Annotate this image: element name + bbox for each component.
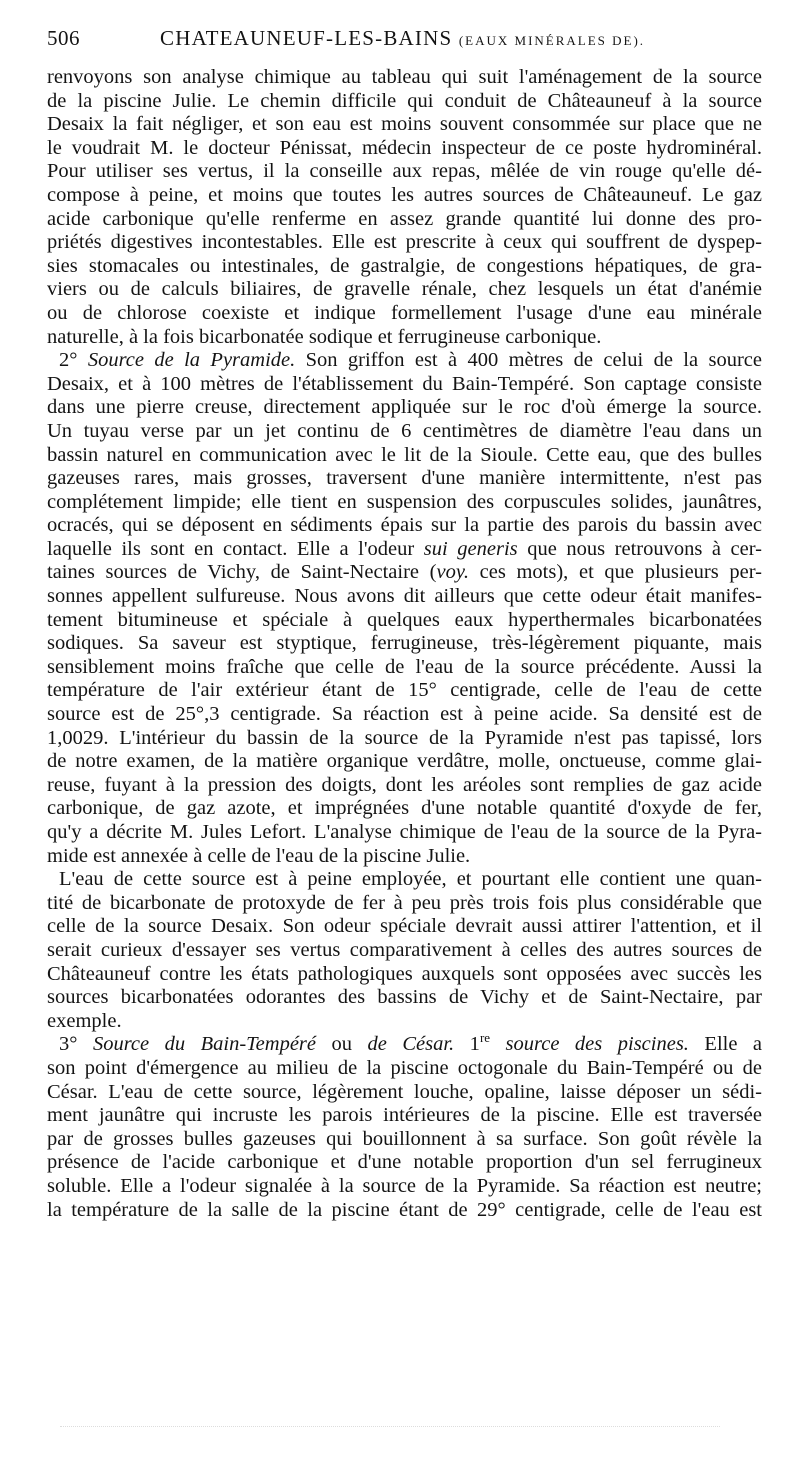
text-segment: Desaix, et à 100 mètres de l'établissement du Bain-Tempéré. Son captage consiste: [47, 372, 762, 395]
text-segment: serait curieux d'essayer ses vertus comparativement à celles des autres sources de: [47, 938, 762, 961]
text-line: [47, 538, 762, 562]
text-line: [47, 939, 762, 963]
text-line: [47, 349, 762, 373]
text-line: [47, 1030, 763, 1057]
text-segment: Desaix la fait négliger, et son eau est moins souvent consommée sur place que ne: [47, 113, 762, 136]
text-line: [47, 656, 762, 680]
text-segment: renvoyons son analyse chimique au tableau qui suit l'aménagement de la source: [47, 66, 762, 88]
text-segment: Pour utiliser ses vertus, il la conseille aux repas, mêlée de vin rouge qu'elle dé-: [47, 160, 762, 183]
text-segment: viers ou de calculs biliaires, de gravelle rénale, chez lesquels un état d'anémie: [47, 278, 762, 301]
text-segment: gazeuses rares, mais grosses, traversent d'une manière intermittente, n'est pas: [47, 467, 762, 490]
text-segment: 2°: [59, 349, 88, 372]
text-segment: que nous retrouvons à cer-: [517, 537, 762, 560]
text-segment: 3°: [59, 1033, 93, 1056]
text-line: [47, 963, 762, 987]
italic-text: source des piscines.: [490, 1033, 689, 1056]
italic-text: voy.: [436, 561, 469, 584]
text-line: [47, 774, 762, 798]
text-segment: soluble. Elle a l'odeur signalée à la source de la Pyramide. Sa réaction est neutre;: [47, 1174, 762, 1197]
text-segment: carbonique, de gaz azote, et imprégnées d'une notable quantité d'oxyde de fer,: [47, 797, 762, 820]
text-line: [47, 632, 762, 656]
text-line: [47, 986, 762, 1010]
text-segment: celle de la source Desaix. Son odeur spéciale devrait aussi attirer l'attention, et il: [47, 915, 762, 938]
text-line: [47, 326, 762, 350]
text-segment: priétés digestives incontestables. Elle est prescrite à ceux qui souffrent de dyspep-: [47, 231, 762, 254]
text-line: [47, 915, 762, 939]
text-line: [47, 302, 762, 326]
text-line: [47, 373, 762, 397]
text-segment: compose à peine, et moins que toutes les autres sources de Châteauneuf. Le gaz: [47, 183, 762, 206]
page-header: [47, 26, 762, 66]
text-segment: sensiblement moins fraîche que celle de l'eau de la source précédente. Aussi la: [47, 655, 762, 678]
text-segment: sodiques. Sa saveur est styptique, ferrugineuse, très-légèrement piquante, mais: [47, 632, 762, 655]
text-line: [47, 585, 762, 609]
text-line: [47, 821, 762, 845]
text-segment: ocracés, qui se déposent en sédiments épais sur la partie des parois du bassin avec: [47, 514, 762, 537]
text-segment: ou de chlorose coexiste et indique formellement l'usage d'une eau minérale: [47, 301, 762, 324]
text-line: [47, 750, 762, 774]
text-segment: Châteauneuf contre les états pathologiques auxquels sont opposées avec succès les: [47, 962, 762, 985]
text-segment: tité de bicarbonate de protoxyde de fer à peu près trois fois plus considérable que: [47, 891, 762, 914]
text-line: [47, 845, 762, 869]
text-segment: exemple.: [47, 1009, 122, 1032]
text-segment: la température de la salle de la piscine étant de 29° centigrade, celle de l'eau est: [47, 1198, 762, 1221]
page-number: 506: [47, 26, 80, 50]
text-segment: son point d'émergence au milieu de la piscine octogonale du Bain-Tempéré ou de: [47, 1056, 762, 1079]
text-line: [47, 1128, 762, 1152]
text-segment: Elle a: [688, 1033, 763, 1056]
text-segment: par de grosses bulles gazeuses qui bouillonnent à sa surface. Son goût révèle la: [47, 1127, 762, 1150]
text-segment: sources bicarbonatées odorantes des bassins de Vichy et de Saint-Nectaire, par: [47, 986, 762, 1009]
text-segment: ou: [316, 1033, 368, 1056]
text-line: [47, 137, 762, 161]
text-segment: source est de 25°,3 centigrade. Sa réaction est à peine acide. Sa densité est de: [47, 703, 762, 726]
text-line: [47, 1151, 762, 1175]
text-segment: L'eau de cette source est à peine employée, et pourtant elle contient une quan-: [59, 868, 762, 891]
text-segment: bassin naturel en communication avec le lit de la Sioule. Cette eau, que des bulles: [47, 443, 762, 466]
text-line: [47, 420, 762, 444]
text-line: [47, 1010, 762, 1034]
text-segment: mide est annexée à celle de l'eau de la piscine Julie.: [47, 844, 471, 867]
text-line: [47, 703, 762, 727]
italic-text: Source du Bain-Tempéré: [92, 1033, 316, 1056]
text-line: [47, 797, 762, 821]
text-segment: qu'y a décrite M. Jules Lefort. L'analyse chimique de l'eau de la source de la Pyra-: [47, 821, 762, 843]
text-line: [47, 184, 762, 208]
text-line: [47, 208, 762, 232]
text-segment: taines sources de Vichy, de Saint-Nectaire (: [47, 561, 437, 584]
text-segment: ces mots), et que plusieurs per-: [468, 561, 762, 584]
text-line: [47, 113, 762, 137]
text-line: [47, 679, 762, 703]
text-segment: 1: [454, 1033, 480, 1056]
text-segment: sonnes appellent sulfureuse. Nous avons dit ailleurs que cette odeur était manifes-: [47, 585, 762, 608]
running-title: [160, 26, 645, 51]
italic-text: de César.: [367, 1033, 455, 1056]
text-line: [47, 514, 762, 538]
text-segment: le voudrait M. le docteur Pénissat, médecin inspecteur de ce poste hydrominéral.: [47, 136, 762, 159]
text-line: [47, 1081, 762, 1105]
text-segment: présence de l'acide carbonique et d'une notable proportion d'un sel ferrugineux: [47, 1151, 762, 1174]
text-line: [47, 1057, 762, 1081]
text-segment: de notre examen, de la matière organique verdâtre, molle, onctueuse, comme glai-: [47, 750, 762, 773]
page-bottom-marks: [60, 1426, 720, 1437]
text-segment: dans une pierre creuse, directement appliquée sur le roc d'où émerge la source.: [47, 396, 762, 419]
running-title-main: CHATEAUNEUF-LES-BAINS: [160, 26, 453, 50]
text-segment: laquelle ils sont en contact. Elle a l'odeur: [47, 537, 424, 560]
text-segment: naturelle, à la fois bicarbonatée sodique et ferrugineuse carbonique.: [47, 325, 602, 348]
text-line: [47, 255, 762, 279]
text-segment: de la piscine Julie. Le chemin difficile qui conduit de Châteauneuf à la source: [47, 89, 762, 112]
text-line: [47, 160, 762, 184]
running-title-subtitle: (EAUX MINÉRALES DE).: [458, 33, 646, 48]
text-segment: reuse, fuyant à la pression des doigts, dont les aréoles sont remplies de gaz acide: [47, 773, 762, 796]
text-segment: complétement limpide; elle tient en suspension des corpuscules solides, jaunâtres,: [47, 490, 762, 513]
text-line: [47, 467, 762, 491]
text-segment: 1,0029. L'intérieur du bassin de la source de la Pyramide n'est pas tapissé, lors: [47, 726, 762, 749]
text-line: [47, 1199, 762, 1223]
text-segment: Un tuyau verse par un jet continu de 6 centimètres de diamètre l'eau dans un: [47, 419, 762, 442]
text-segment: tement bitumineuse et spéciale à quelques eaux hyperthermales bicarbonatées: [47, 608, 762, 631]
text-segment: acide carbonique qu'elle renferme en assez grande quantité lui donne des pro-: [47, 207, 762, 230]
italic-text: Source de la Pyramide.: [87, 349, 296, 372]
text-segment: sies stomacales ou intestinales, de gastralgie, de congestions hépatiques, de gra-: [47, 254, 762, 277]
text-line: [47, 1104, 762, 1128]
italic-text: sui generis: [423, 537, 518, 560]
text-line: [47, 278, 762, 302]
body-text: [47, 66, 762, 1222]
text-line: [47, 66, 762, 90]
text-line: [47, 868, 762, 892]
superscript-text: re: [479, 1030, 491, 1046]
text-line: [47, 609, 762, 633]
text-line: [47, 90, 762, 114]
text-line: [47, 231, 762, 255]
text-line: [47, 396, 762, 420]
text-segment: ment jaunâtre qui incruste les parois intérieures de la piscine. Elle est traversée: [47, 1104, 762, 1127]
text-line: [47, 1175, 762, 1199]
text-line: [47, 892, 762, 916]
text-segment: César. L'eau de cette source, légèrement louche, opaline, laisse déposer un sédi-: [47, 1080, 762, 1103]
text-line: [47, 444, 762, 468]
text-line: [47, 491, 762, 515]
text-segment: température de l'air extérieur étant de 15° centigrade, celle de l'eau de cette: [47, 679, 762, 702]
text-line: [47, 727, 762, 751]
text-segment: Son griffon est à 400 mètres de celui de la source: [295, 349, 762, 372]
text-line: [47, 561, 762, 585]
